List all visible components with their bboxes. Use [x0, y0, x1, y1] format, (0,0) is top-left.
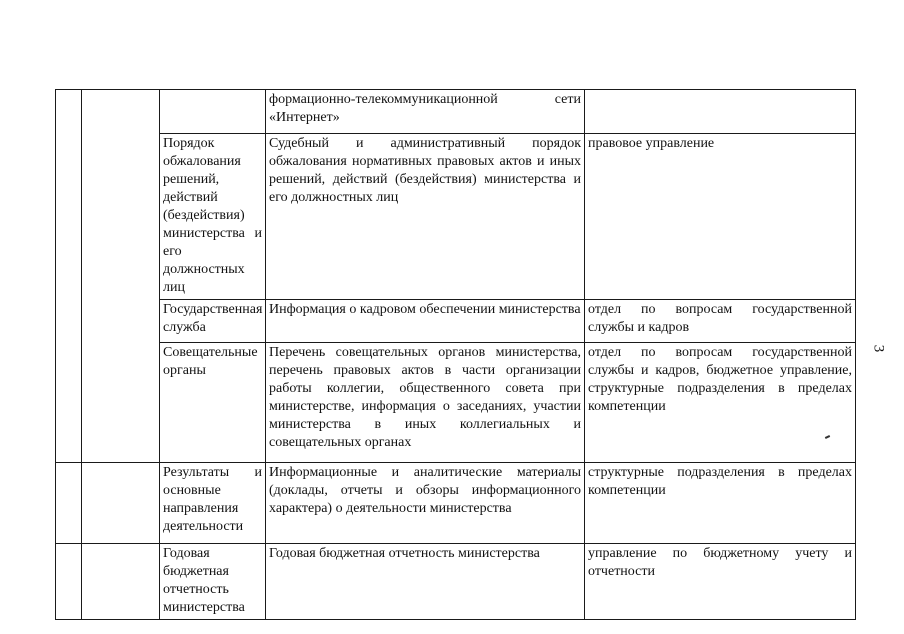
table-row: [56, 134, 856, 300]
table-cell-section: Годовая бюджетная отчетность министерства: [160, 544, 266, 620]
table-cell-description: Судебный и административный порядок обжалования нормативных правовых актов и иных решений, действий (бездействия) министерства и его должностных лиц: [266, 134, 585, 300]
table-cell-category: [82, 90, 160, 463]
table-cell-description: Перечень совещательных органов министерства, перечень правовых актов в части организации работы коллегии, общественного совета при министерстве, информация о заседаниях, участии министерства в иных коллегиальных и совещательных органах: [266, 343, 585, 463]
table-cell-number: [56, 90, 82, 463]
table-row: [56, 90, 856, 134]
table-row: [56, 343, 856, 463]
table-cell-number: [56, 544, 82, 620]
table-cell-section: Порядок обжалования решений, действий (бездействия) министерства и его должностных лиц: [160, 134, 266, 300]
table-cell-responsible: [585, 90, 856, 134]
table-cell-category: [82, 463, 160, 544]
table-cell-section: Совещательные органы: [160, 343, 266, 463]
information-table: [55, 89, 856, 620]
table-cell-responsible: правовое управление: [585, 134, 856, 300]
table-row: [56, 544, 856, 620]
table-cell-responsible: структурные подразделения в пределах компетенции: [585, 463, 856, 544]
table-cell-description: Годовая бюджетная отчетность министерства: [266, 544, 585, 620]
table-cell-responsible: отдел по вопросам государственной службы и кадров: [585, 300, 856, 343]
table-cell-description: Информационные и аналитические материалы (доклады, отчеты и обзоры информационного характера) о деятельности министерства: [266, 463, 585, 544]
table-row: [56, 463, 856, 544]
table-cell-description: Информация о кадровом обеспечении министерства: [266, 300, 585, 343]
table-cell-category: [82, 544, 160, 620]
table-row: [56, 300, 856, 343]
table-cell-description: формационно-телекоммуникационной сети «Интернет»: [266, 90, 585, 134]
table-cell-responsible: управление по бюджетному учету и отчетности: [585, 544, 856, 620]
table-cell-section: Государственная служба: [160, 300, 266, 343]
table-cell-responsible: отдел по вопросам государственной службы и кадров, бюджетное управление, структурные подразделения в пределах компетенции: [585, 343, 856, 463]
table-cell-section: Результаты и основные направления деятельности: [160, 463, 266, 544]
table-cell-number: [56, 463, 82, 544]
page-number: 3: [870, 344, 887, 353]
table-cell-section: [160, 90, 266, 134]
